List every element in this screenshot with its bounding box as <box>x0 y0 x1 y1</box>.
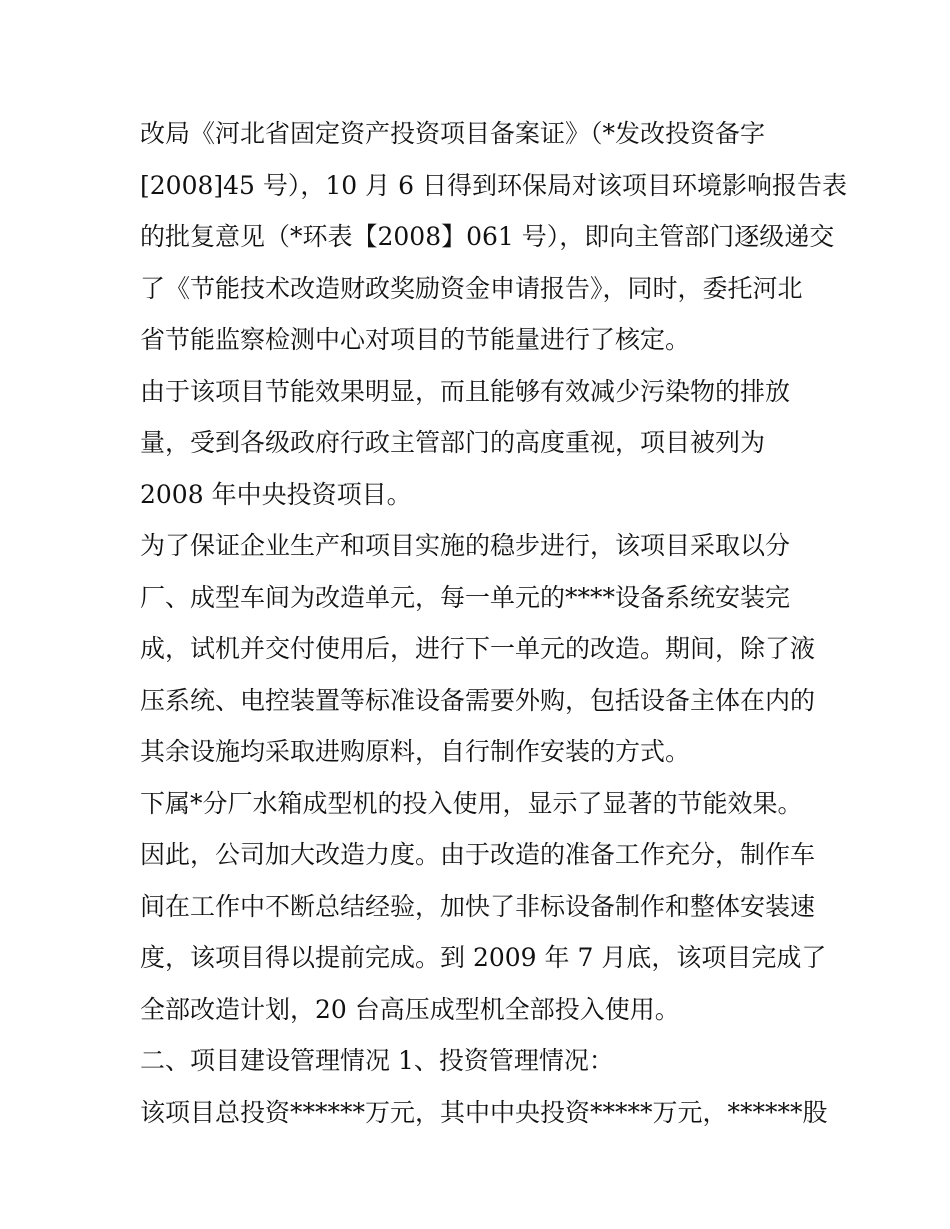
text-line: 为了保证企业生产和项目实施的稳步进行，该项目采取以分 <box>140 531 791 560</box>
text-line: 其余设施均采取进购原料，自行制作安装的方式。 <box>140 737 691 766</box>
text-line: 的批复意见（*环表【2008】061 号），即向主管部门逐级递交 <box>140 222 835 251</box>
text-line: 省节能监察检测中心对项目的节能量进行了核定。 <box>140 325 691 354</box>
text-line: 成，试机并交付使用后，进行下一单元的改造。期间，除了液 <box>140 634 816 663</box>
text-line: [2008]45 号），10 月 6 日得到环保局对该项目环境影响报告表 <box>140 170 847 200</box>
text-line: 2008 年中央投资项目。 <box>140 479 412 509</box>
text-line: 度，该项目得以提前完成。到 2009 年 7 月底，该项目完成了 <box>140 943 827 972</box>
document-body <box>140 108 847 1138</box>
text-line: 厂、成型车间为改造单元，每一单元的****设备系统安装完 <box>140 582 791 612</box>
text-line: 下属*分厂水箱成型机的投入使用，显示了显著的节能效果。 <box>140 788 803 818</box>
text-line: 二、项目建设管理情况 1、投资管理情况： <box>140 1046 614 1075</box>
text-line: 间在工作中不断总结经验，加快了非标设备制作和整体安装速 <box>140 891 816 921</box>
text-line: 由于该项目节能效果明显，而且能够有效减少污染物的排放 <box>140 376 791 406</box>
text-line: 全部改造计划，20 台高压成型机全部投入使用。 <box>140 994 680 1024</box>
text-line: 改局《河北省固定资产投资项目备案证》（*发改投资备字 <box>140 119 766 148</box>
text-line: 因此，公司加大改造力度。由于改造的准备工作充分，制作车 <box>140 840 816 869</box>
text-line: 压系统、电控装置等标准设备需要外购，包括设备主体在内的 <box>140 685 816 715</box>
text-line: 了《节能技术改造财政奖励资金申请报告》，同时，委托河北 <box>140 273 803 303</box>
text-line: 量，受到各级政府行政主管部门的高度重视，项目被列为 <box>140 428 766 457</box>
text-line: 该项目总投资******万元，其中中央投资*****万元，******股 <box>140 1097 828 1127</box>
